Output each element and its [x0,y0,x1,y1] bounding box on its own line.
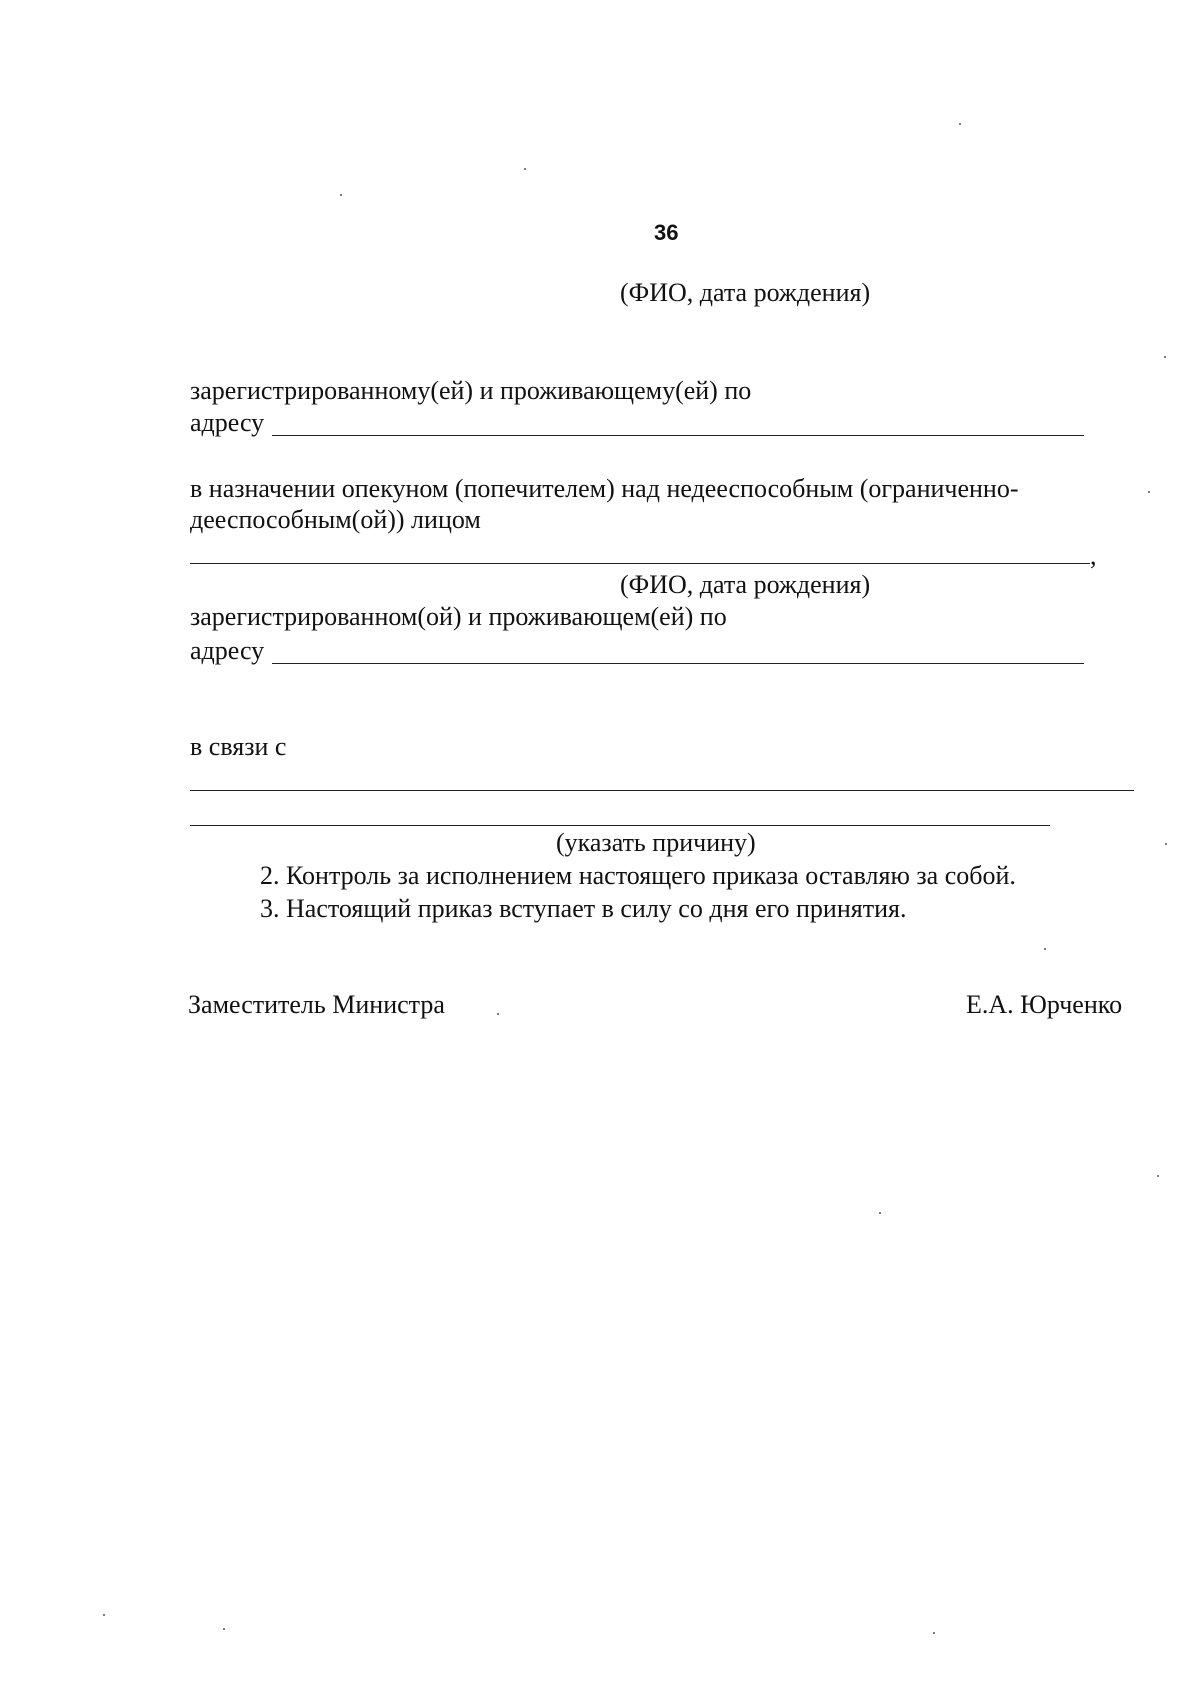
scan-speck [1044,948,1046,950]
registered-text-1: зарегистрированному(ей) и проживающему(ей) по [190,376,752,405]
scan-speck [223,1628,225,1630]
scan-speck [1165,843,1167,845]
scan-speck [879,1212,881,1214]
page-number: 36 [654,220,679,245]
clause-2: 2. Контроль за исполнением настоящего приказа оставляю за собой. [260,861,1016,890]
comma-mark: , [1090,541,1097,570]
reason-blank-line-2 [190,825,1050,826]
appointment-text-line-2: дееспособным(ой)) лицом [190,505,481,534]
fio-caption-1: (ФИО, дата рождения) [620,278,871,307]
signer-name: Е.А. Юрченко [966,990,1123,1019]
fio-caption-2: (ФИО, дата рождения) [620,570,871,599]
signer-title: Заместитель Министра [188,990,445,1019]
address-blank-line-1 [272,435,1084,436]
scan-speck [1148,491,1150,493]
scan-speck [524,168,526,170]
appointment-text-line-1: в назначении опекуном (попечителем) над недееспособным (ограниченно- [190,474,1019,503]
scan-speck [103,1614,105,1616]
registered-text-2: зарегистрированном(ой) и проживающем(ей) по [190,602,727,631]
scan-speck [1164,356,1166,358]
clause-3: 3. Настоящий приказ вступает в силу со дня его принятия. [260,894,907,923]
address-blank-line-2 [272,663,1084,664]
address-label-1: адресу [190,408,265,437]
scan-speck [1157,1175,1159,1177]
reason-blank-line-1 [190,790,1134,791]
ward-name-blank-line [190,563,1090,564]
scan-speck [933,1632,935,1634]
scan-speck [497,1013,499,1015]
scan-speck [959,123,961,125]
scan-speck [340,194,342,196]
reason-label: в связи с [190,732,287,761]
reason-caption: (указать причину) [556,828,756,857]
address-label-2: адресу [190,636,265,665]
